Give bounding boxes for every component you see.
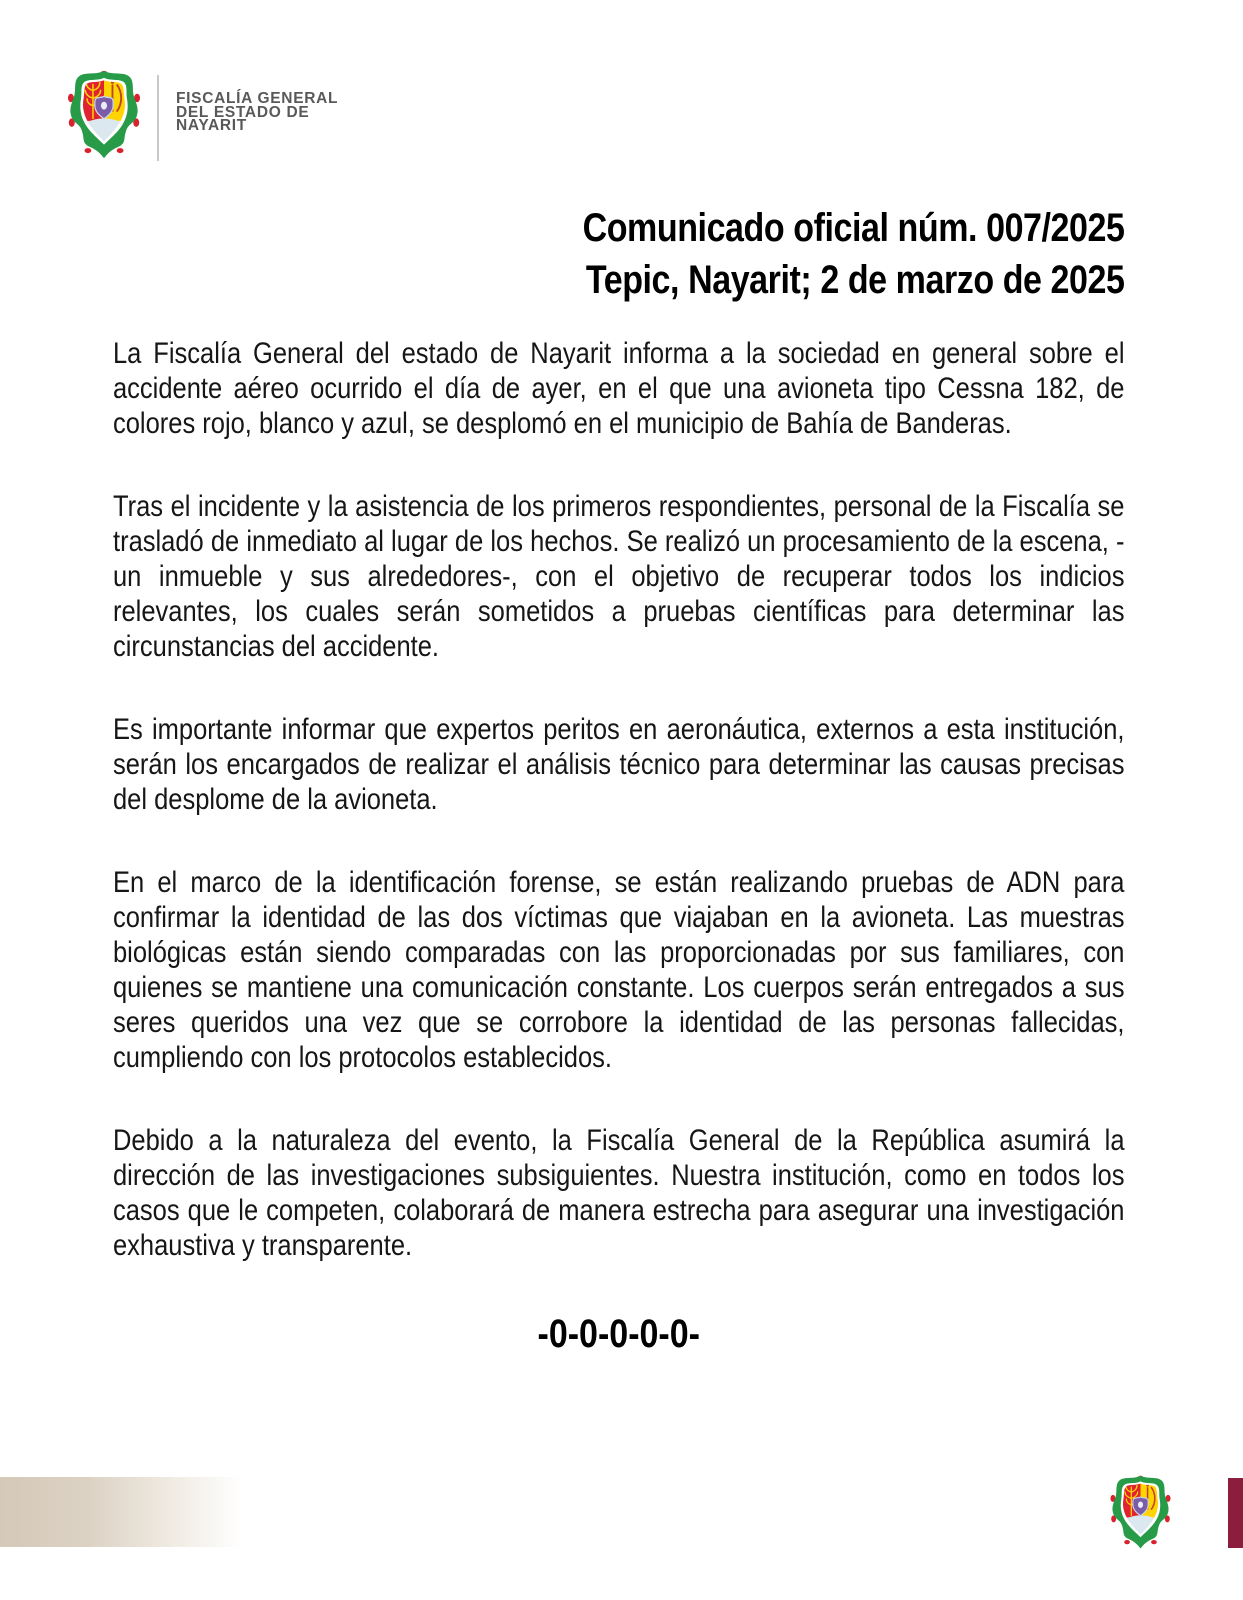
comunicado-dateline: Tepic, Nayarit; 2 de marzo de 2025 (585, 258, 1125, 302)
brand-divider (157, 75, 159, 161)
paragraph-2: Tras el incidente y la asistencia de los primeros respondientes, personal de la Fiscalía se trasladó de inmediato al lugar de los hechos. Se realizó un procesamiento de la escena, -un inmueble y sus alrededores-, con el objetivo de recuperar todos los indicios relevantes, los cuales serán sometidos a pruebas científicas para determinar las circunstancias del accidente. (113, 490, 1125, 663)
paragraph-4: En el marco de la identificación forense, se están realizando pruebas de ADN para confirmar la identidad de las dos víctimas que viajaban en la avioneta. Las muestras biológicas están siendo comparadas con las proporcionadas por sus familiares, con quienes se mantiene una comunicación constante. Los cuerpos serán entregados a sus seres queridos una vez que se corrobore la identidad de las personas fallecidas, cumpliendo con los protocolos establecidos. (113, 866, 1125, 1074)
paragraph-3: Es importante informar que expertos peritos en aeronáutica, externos a esta institución, serán los encargados de realizar el análisis técnico para determinar las causas precisas del desplome de la avioneta. (113, 713, 1125, 816)
brand-org-name (176, 92, 338, 133)
nayarit-coat-of-arms-footer-icon (1108, 1475, 1173, 1550)
paragraph-5: Debido a la naturaleza del evento, la Fiscalía General de la República asumirá la dirección de las investigaciones subsiguientes. Nuestra institución, como en todos los casos que le competen, colaborará de manera estrecha para asegurar una investigación exhaustiva y transparente. (113, 1124, 1125, 1262)
brand-org-line2: DEL ESTADO DE (176, 103, 310, 121)
footer-gradient-bar (0, 1477, 252, 1547)
brand-header (65, 70, 338, 161)
paragraph-1: La Fiscalía General del estado de Nayarit informa a la sociedad en general sobre el accidente aéreo ocurrido el día de ayer, en el que una avioneta tipo Cessna 182, de colores rojo, blanco y azul, se desplomó en el municipio de Bahía de Banderas. (113, 337, 1125, 440)
brand-org-line3: NAYARIT (176, 117, 247, 134)
comunicado-title: Comunicado oficial núm. 007/2025 (582, 206, 1125, 250)
document-content (113, 202, 1125, 1357)
nayarit-coat-of-arms-icon (65, 70, 143, 160)
footer-accent-bar (1228, 1478, 1243, 1548)
closing-mark: -0-0-0-0-0- (537, 1312, 700, 1356)
brand-org-line1: FISCALÍA GENERAL (176, 90, 339, 107)
